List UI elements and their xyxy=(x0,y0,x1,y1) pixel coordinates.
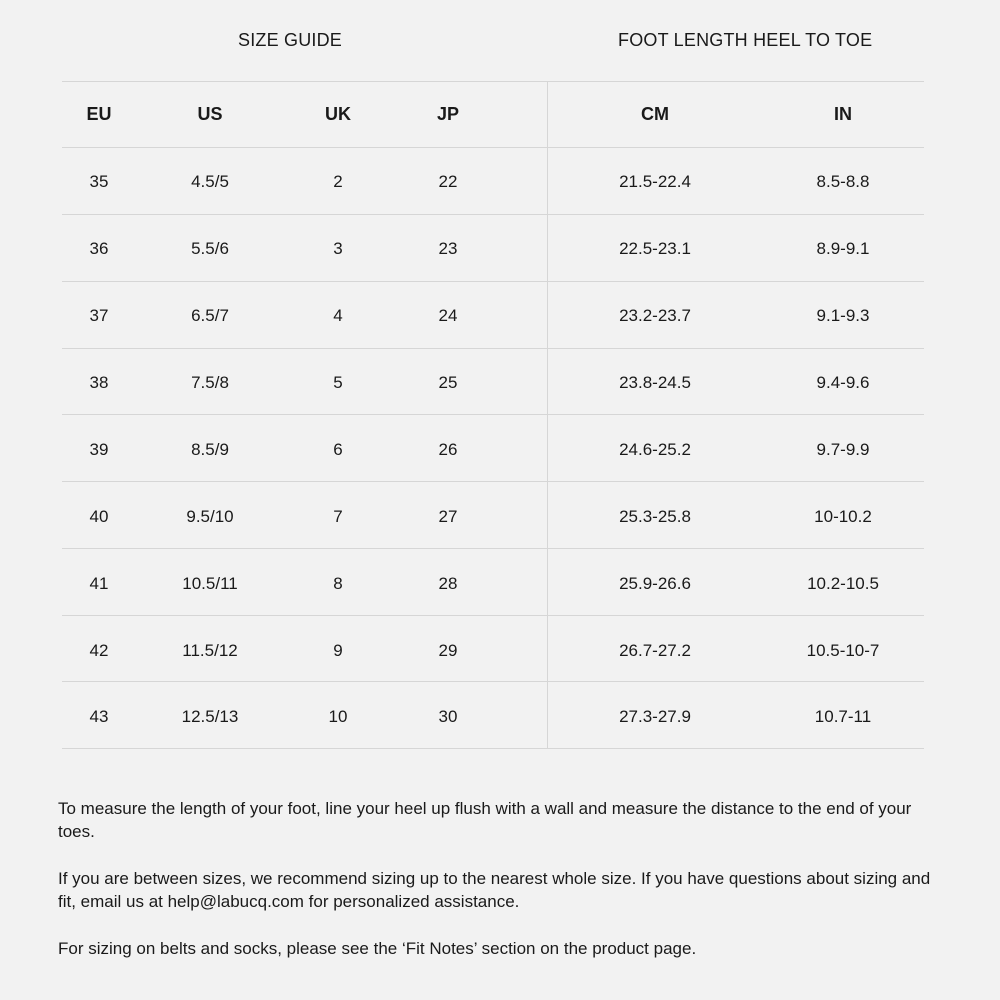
cell-in: 9.4-9.6 xyxy=(816,373,870,392)
cell-eu: 39 xyxy=(89,440,109,459)
cell-uk: 7 xyxy=(333,507,343,526)
cell-us: 8.5/9 xyxy=(191,440,229,459)
cell-us: 6.5/7 xyxy=(191,306,229,325)
cell-in: 8.5-8.8 xyxy=(816,172,870,191)
cell-us: 10.5/11 xyxy=(182,574,238,593)
cell-us: 7.5/8 xyxy=(191,373,229,392)
cell-jp: 24 xyxy=(438,306,458,325)
table-row xyxy=(62,282,924,349)
cell-uk: 9 xyxy=(333,641,343,660)
cell-cm: 24.6-25.2 xyxy=(619,440,691,459)
cell-jp: 29 xyxy=(438,641,458,660)
cell-uk: 2 xyxy=(333,172,343,191)
header-cm: CM xyxy=(641,104,669,124)
note-belts-socks: For sizing on belts and socks, please see the ‘Fit Notes’ section on the product page. xyxy=(58,939,697,958)
cell-cm: 26.7-27.2 xyxy=(619,641,691,660)
cell-eu: 37 xyxy=(89,306,109,325)
cell-in: 9.1-9.3 xyxy=(816,306,870,325)
sizing-notes xyxy=(58,797,938,960)
cell-jp: 26 xyxy=(438,440,458,459)
header-us: US xyxy=(197,104,223,124)
table-row xyxy=(62,483,924,550)
cell-eu: 38 xyxy=(89,373,109,392)
table-row xyxy=(62,215,924,282)
cell-in: 10.5-10-7 xyxy=(806,641,880,660)
note-between-sizes: If you are between sizes, we recommend sizing up to the nearest whole size. If you have questions about sizing and fit, email us at help@labucq.com for personalized assistance. xyxy=(58,869,931,911)
cell-eu: 41 xyxy=(89,574,109,593)
cell-in: 9.7-9.9 xyxy=(816,440,870,459)
cell-cm: 23.8-24.5 xyxy=(619,373,691,392)
cell-eu: 40 xyxy=(89,507,109,526)
cell-uk: 8 xyxy=(333,574,343,593)
cell-jp: 22 xyxy=(438,172,458,191)
foot-length-title: FOOT LENGTH HEEL TO TOE xyxy=(618,30,873,50)
cell-uk: 4 xyxy=(333,306,343,325)
table-row xyxy=(62,683,924,750)
cell-uk: 3 xyxy=(333,239,343,258)
cell-in: 10.7-11 xyxy=(814,707,872,726)
note-measure: To measure the length of your foot, line your heel up flush with a wall and measure the distance to the end of your toes. xyxy=(58,799,912,841)
cell-uk: 10 xyxy=(328,707,348,726)
cell-jp: 28 xyxy=(438,574,458,593)
cell-eu: 35 xyxy=(89,172,109,191)
cell-cm: 25.9-26.6 xyxy=(619,574,691,593)
cell-jp: 27 xyxy=(438,507,458,526)
table-header-row xyxy=(62,81,924,148)
cell-uk: 6 xyxy=(333,440,343,459)
table-row xyxy=(62,617,924,684)
header-in: IN xyxy=(834,104,852,124)
table-row xyxy=(62,349,924,416)
size-table xyxy=(62,81,924,749)
header-eu: EU xyxy=(86,104,112,124)
header-jp: JP xyxy=(436,104,460,124)
cell-eu: 43 xyxy=(89,707,109,726)
size-guide-title: SIZE GUIDE xyxy=(238,30,343,50)
cell-eu: 42 xyxy=(89,641,109,660)
cell-cm: 27.3-27.9 xyxy=(619,707,691,726)
cell-us: 9.5/10 xyxy=(186,507,234,526)
cell-jp: 30 xyxy=(438,707,458,726)
table-row xyxy=(62,550,924,617)
cell-in: 10.2-10.5 xyxy=(807,574,879,593)
cell-cm: 22.5-23.1 xyxy=(619,239,691,258)
cell-us: 4.5/5 xyxy=(191,172,229,191)
cell-jp: 23 xyxy=(438,239,458,258)
cell-us: 5.5/6 xyxy=(191,239,229,258)
cell-cm: 25.3-25.8 xyxy=(619,507,691,526)
cell-cm: 21.5-22.4 xyxy=(619,172,691,191)
cell-jp: 25 xyxy=(438,373,458,392)
cell-uk: 5 xyxy=(333,373,343,392)
table-row xyxy=(62,416,924,483)
table-row xyxy=(62,148,924,215)
cell-in: 10-10.2 xyxy=(814,507,872,526)
cell-us: 12.5/13 xyxy=(181,707,239,726)
cell-eu: 36 xyxy=(89,239,109,258)
cell-us: 11.5/12 xyxy=(182,641,238,660)
cell-cm: 23.2-23.7 xyxy=(619,306,691,325)
header-uk: UK xyxy=(325,104,351,124)
cell-in: 8.9-9.1 xyxy=(816,239,870,258)
